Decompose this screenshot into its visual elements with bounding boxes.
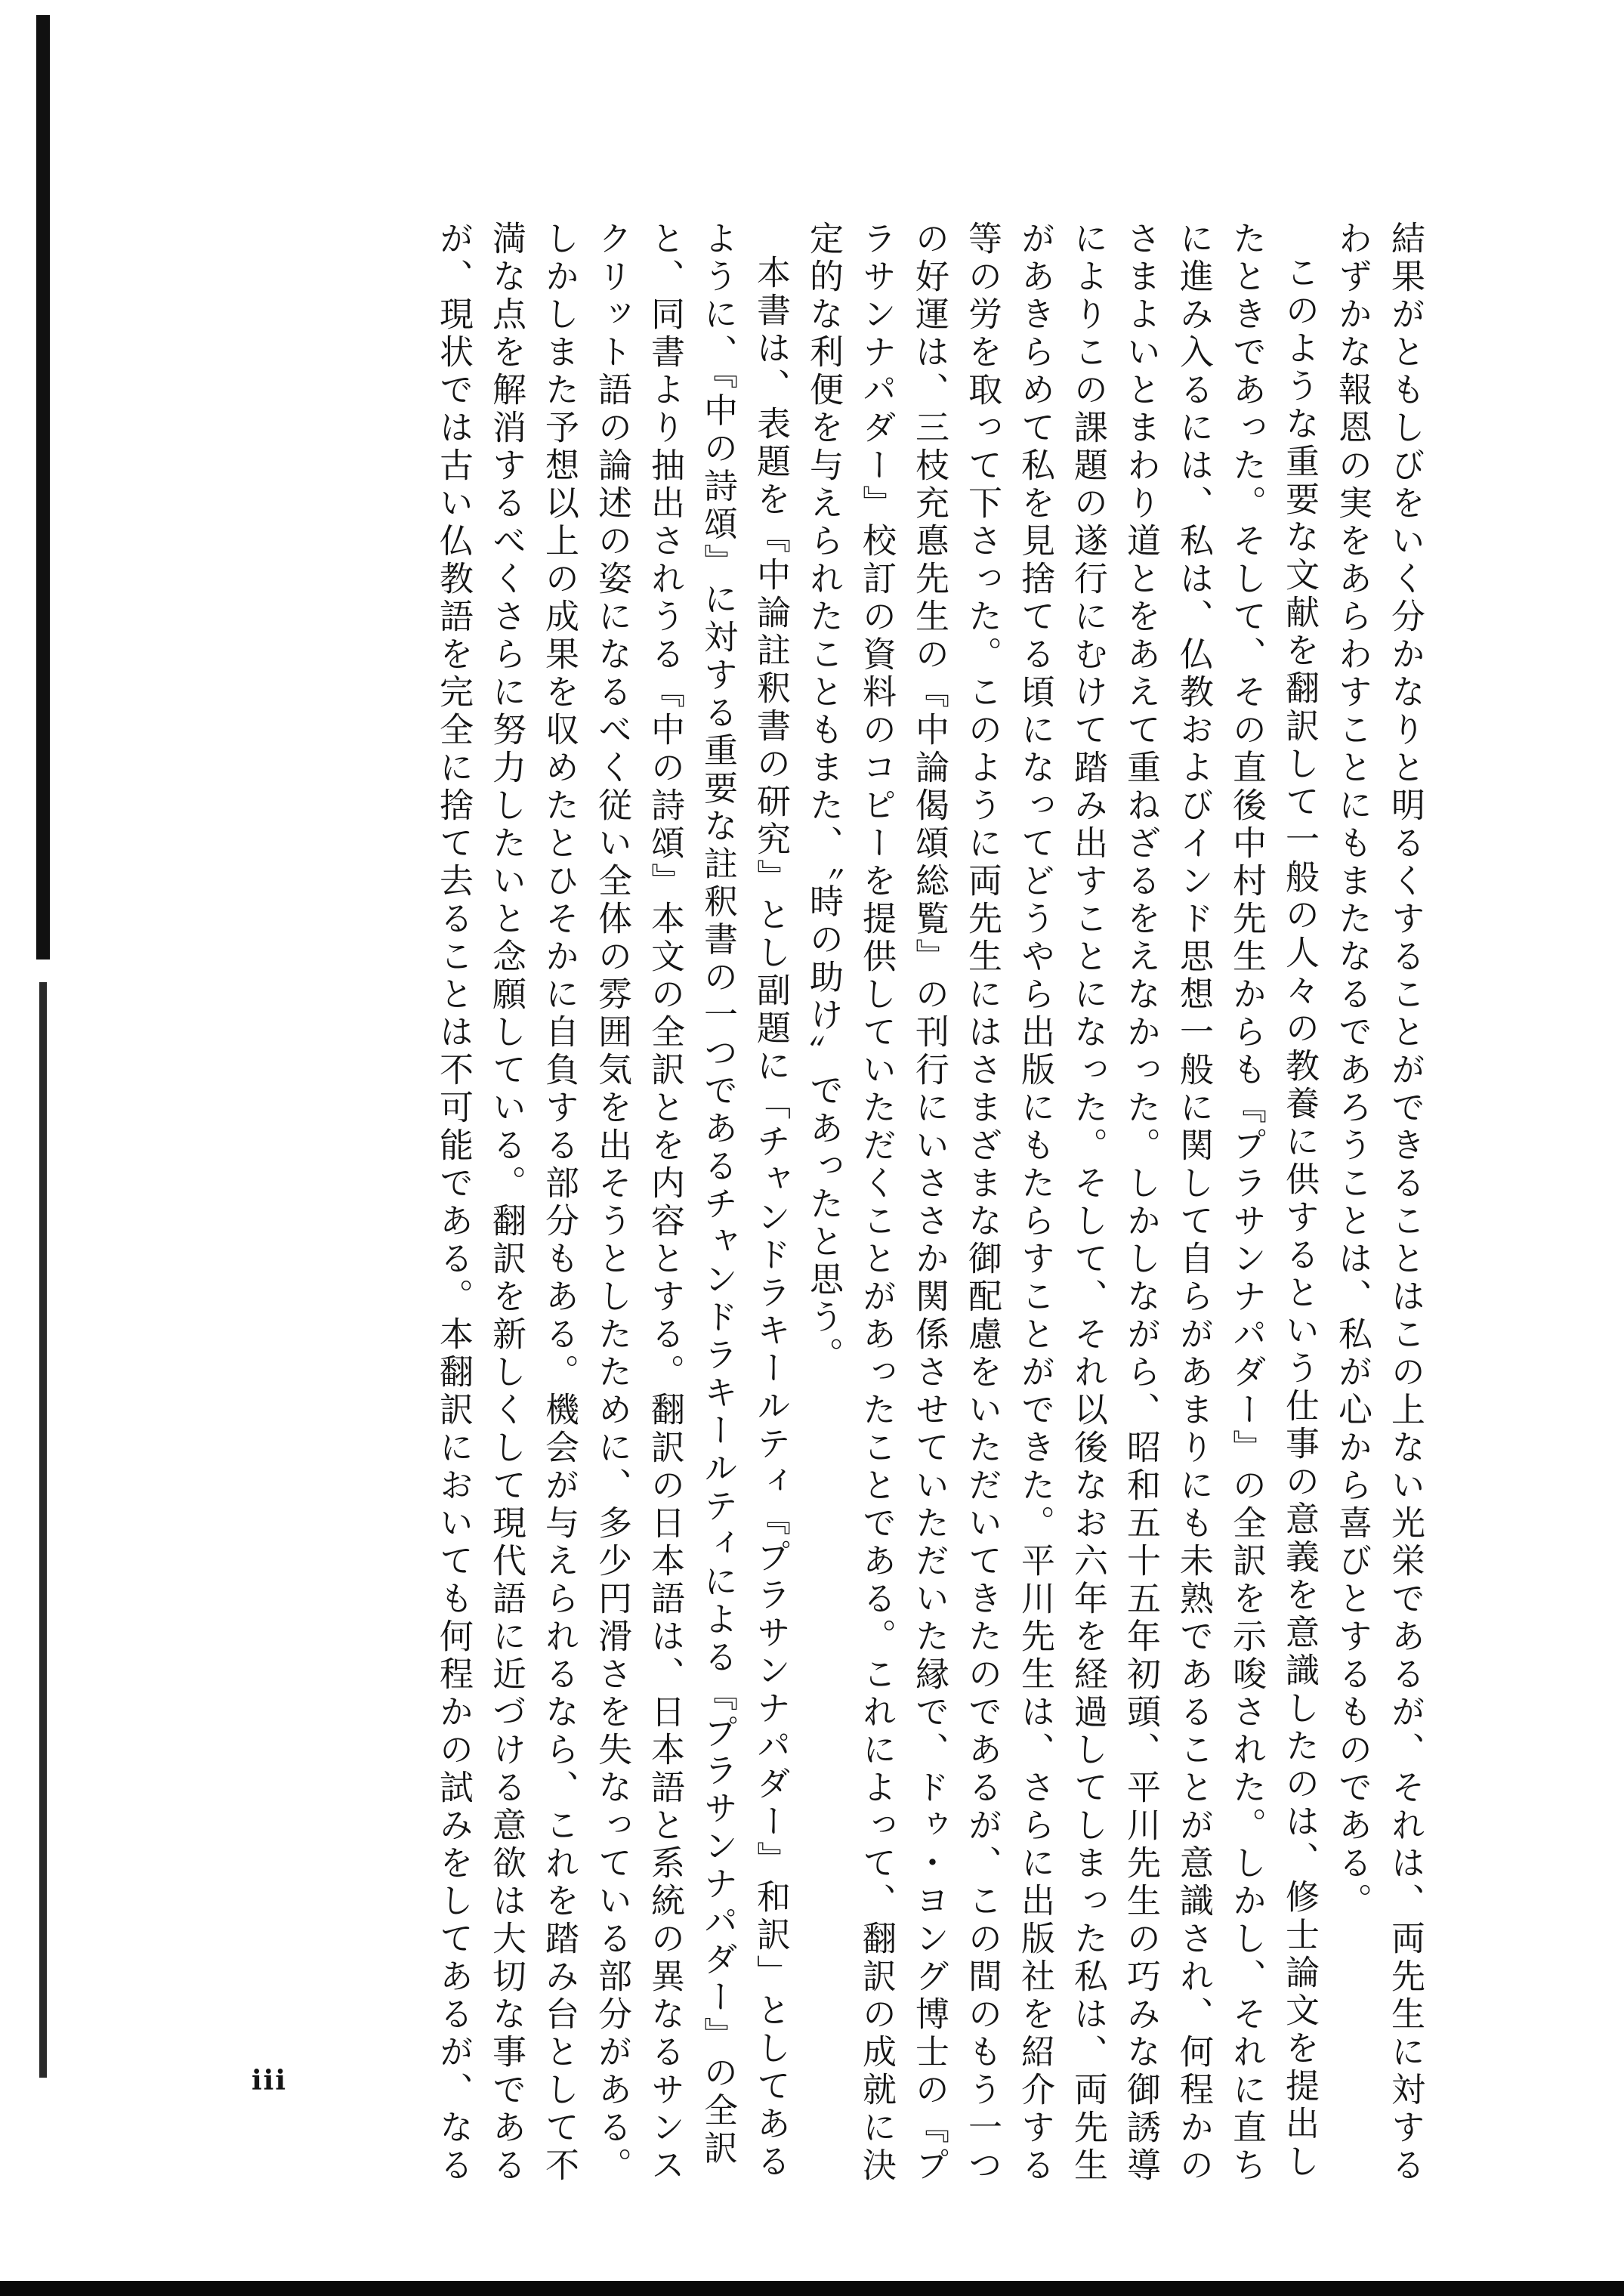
text-column-12: 定的な利便を与えられたこともまた、〝時の助け〟であったと思う。 <box>804 221 844 1375</box>
scan-edge-left-lower <box>39 982 47 2078</box>
scan-edge-bottom <box>0 2281 1624 2296</box>
text-column-10: の好運は、三枝充悳先生の『中論偈頌総覧』の刊行にいささか関係させていただいた縁で、ドゥ・ヨング博士の『プ <box>909 221 949 2185</box>
text-column-9: 等の労を取って下さった。このように両先生にはさまざまな御配慮をいただいてきたのであるが、この間のもう一つ <box>962 221 1002 2185</box>
text-column-1: 結果がともしびをいく分かなりと明るくすることができることはこの上ない光栄であるが、それは、両先生に対する <box>1385 221 1425 2185</box>
text-column-17: しかしまた予想以上の成果を収めたとひそかに自負する部分もある。機会が与えられるなら、これを踏み台として不 <box>539 221 579 2185</box>
page-number: iii <box>252 2065 288 2097</box>
text-column-19: が、現状では古い仏教語を完全に捨て去ることは不可能である。本翻訳においても何程かの試みをしてあるが、なる <box>434 221 474 2185</box>
text-column-15: と、同書より抽出されうる『中の詩頌』本文の全訳とを内容とする。翻訳の日本語は、日本語と系統の異なるサンス <box>645 221 685 2185</box>
text-column-13: 本書は、表題を『中論註釈書の研究』とし副題に「チャンドラキールティ『プラサンナパダー』和訳」としてある <box>751 255 791 2181</box>
text-column-16: クリット語の論述の姿になるべく従い全体の雰囲気を出そうとしたために、多少円滑さを失なっている部分がある。 <box>592 221 632 2185</box>
text-column-2: わずかな報恩の実をあらわすことにもまたなるであろうことは、私が心から喜びとするものである。 <box>1332 221 1372 1921</box>
text-column-8: があきらめて私を見捨てる頃になってどうやら出版にもたらすことができた。平川先生は、さらに出版社を紹介する <box>1015 221 1055 2185</box>
text-column-18: 満な点を解消するべくさらに努力したいと念願している。翻訳を新しくして現代語に近づける意欲は大切な事である <box>486 221 526 2185</box>
text-column-14: ように、『中の詩頌』に対する重要な註釈書の一つであるチャンドラキールティによる『プラサンナパダー』の全訳 <box>698 221 738 2168</box>
text-column-5: に進み入るには、私は、仏教およびインド思想一般に関して自らがあまりにも未熟であることが意識され、何程かの <box>1174 221 1214 2185</box>
text-column-7: によりこの課題の遂行にむけて踏み出すことになった。そして、それ以後なお六年を経過してしまった私は、両先生 <box>1068 221 1108 2185</box>
text-column-11: ラサンナパダー』校訂の資料のコピーを提供していただくことがあったことである。これによって、翻訳の成就に決 <box>857 221 897 2185</box>
text-column-6: さまよいとまわり道とをあえて重ねざるをえなかった。しかしながら、昭和五十五年初頭、平川先生の巧みな御誘導 <box>1121 221 1161 2185</box>
text-column-4: たときであった。そして、その直後中村先生からも『プラサンナパダー』の全訳を示唆された。しかし、それに直ち <box>1227 221 1267 2185</box>
scan-edge-left <box>36 15 50 959</box>
text-column-3: このような重要な文献を翻訳して一般の人々の教養に供するという仕事の意義を意識したのは、修士論文を提出し <box>1280 255 1320 2181</box>
